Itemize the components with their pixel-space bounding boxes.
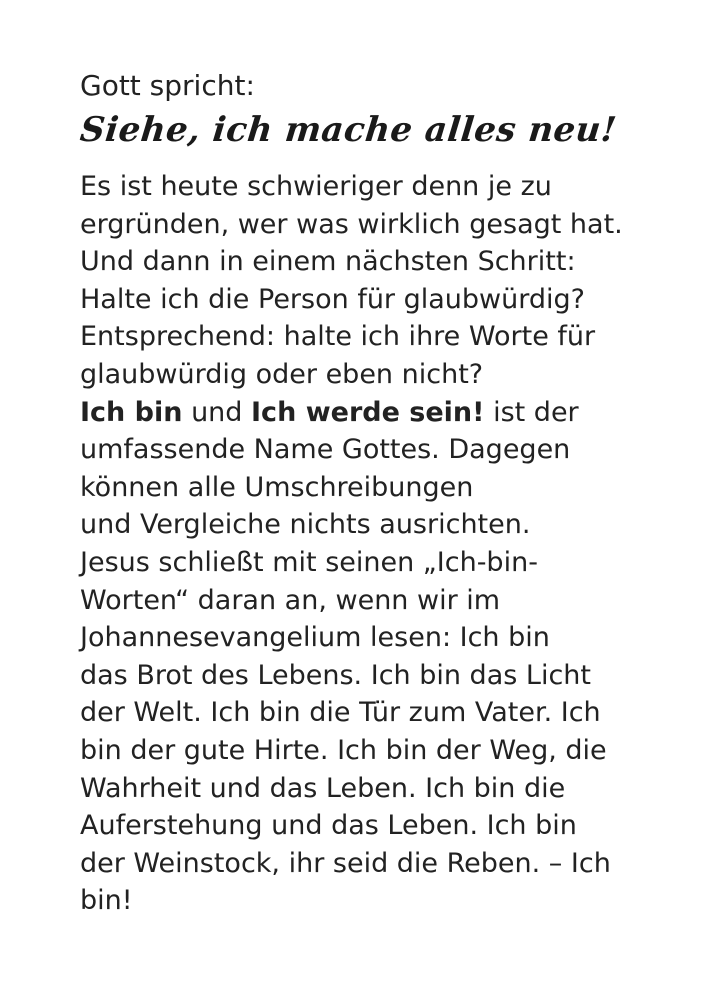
- text-segment: Halte ich die Person für glaubwürdig?: [80, 283, 585, 315]
- text-segment: ist der: [484, 396, 579, 428]
- emphasis-text: Ich bin: [80, 396, 183, 428]
- text-line: [80, 206, 640, 244]
- text-line: [80, 243, 640, 281]
- text-line: [80, 394, 640, 432]
- emphasis-text: Ich werde sein!: [251, 396, 485, 428]
- text-segment: und: [182, 396, 252, 428]
- text-line: [80, 657, 640, 695]
- text-segment: können alle Umschreibungen: [80, 471, 474, 503]
- text-segment: Wahrheit und das Leben. Ich bin die: [80, 772, 566, 804]
- text-segment: Entsprechend: halte ich ihre Worte für: [80, 321, 596, 353]
- text-segment: Johannesevangelium lesen: Ich bin: [80, 622, 550, 654]
- text-segment: bin der gute Hirte. Ich bin der Weg, die: [80, 734, 607, 766]
- text-line: [80, 694, 640, 732]
- text-segment: und Vergleiche nichts ausrichten.: [80, 509, 531, 541]
- text-segment: Worten“ daran an, wenn wir im: [80, 584, 501, 616]
- text-segment: der Weinstock, ihr seid die Reben. – Ich: [80, 847, 611, 879]
- text-line: [80, 732, 640, 770]
- text-line: [80, 506, 640, 544]
- text-line: [80, 168, 640, 206]
- text-line: [80, 582, 640, 620]
- text-line: [80, 845, 640, 883]
- text-segment: glaubwürdig oder eben nicht?: [80, 358, 484, 390]
- intro-text: Gott spricht:: [80, 69, 255, 102]
- text-segment: ergründen, wer was wirklich gesagt hat.: [80, 208, 623, 240]
- text-line: [80, 356, 640, 394]
- headline: Siehe, ich mache alles neu!: [78, 110, 619, 150]
- text-line: [80, 431, 640, 469]
- text-segment: das Brot des Lebens. Ich bin das Licht: [80, 659, 591, 691]
- text-line: [80, 882, 640, 920]
- text-segment: der Welt. Ich bin die Tür zum Vater. Ich: [80, 697, 601, 729]
- text-segment: Jesus schließt mit seinen „Ich-bin-: [80, 546, 538, 578]
- text-line: [80, 619, 640, 657]
- text-segment: umfassende Name Gottes. Dagegen: [80, 434, 571, 466]
- text-line: [80, 807, 640, 845]
- text-segment: Und dann in einem nächsten Schritt:: [80, 246, 576, 278]
- body-text: [80, 168, 640, 920]
- text-segment: Auferstehung und das Leben. Ich bin: [80, 810, 577, 842]
- text-line: [80, 318, 640, 356]
- text-line: [80, 469, 640, 507]
- text-segment: Es ist heute schwieriger denn je zu: [80, 171, 552, 202]
- text-line: [80, 544, 640, 582]
- text-segment: bin!: [80, 885, 133, 917]
- text-line: [80, 281, 640, 319]
- text-line: [80, 770, 640, 808]
